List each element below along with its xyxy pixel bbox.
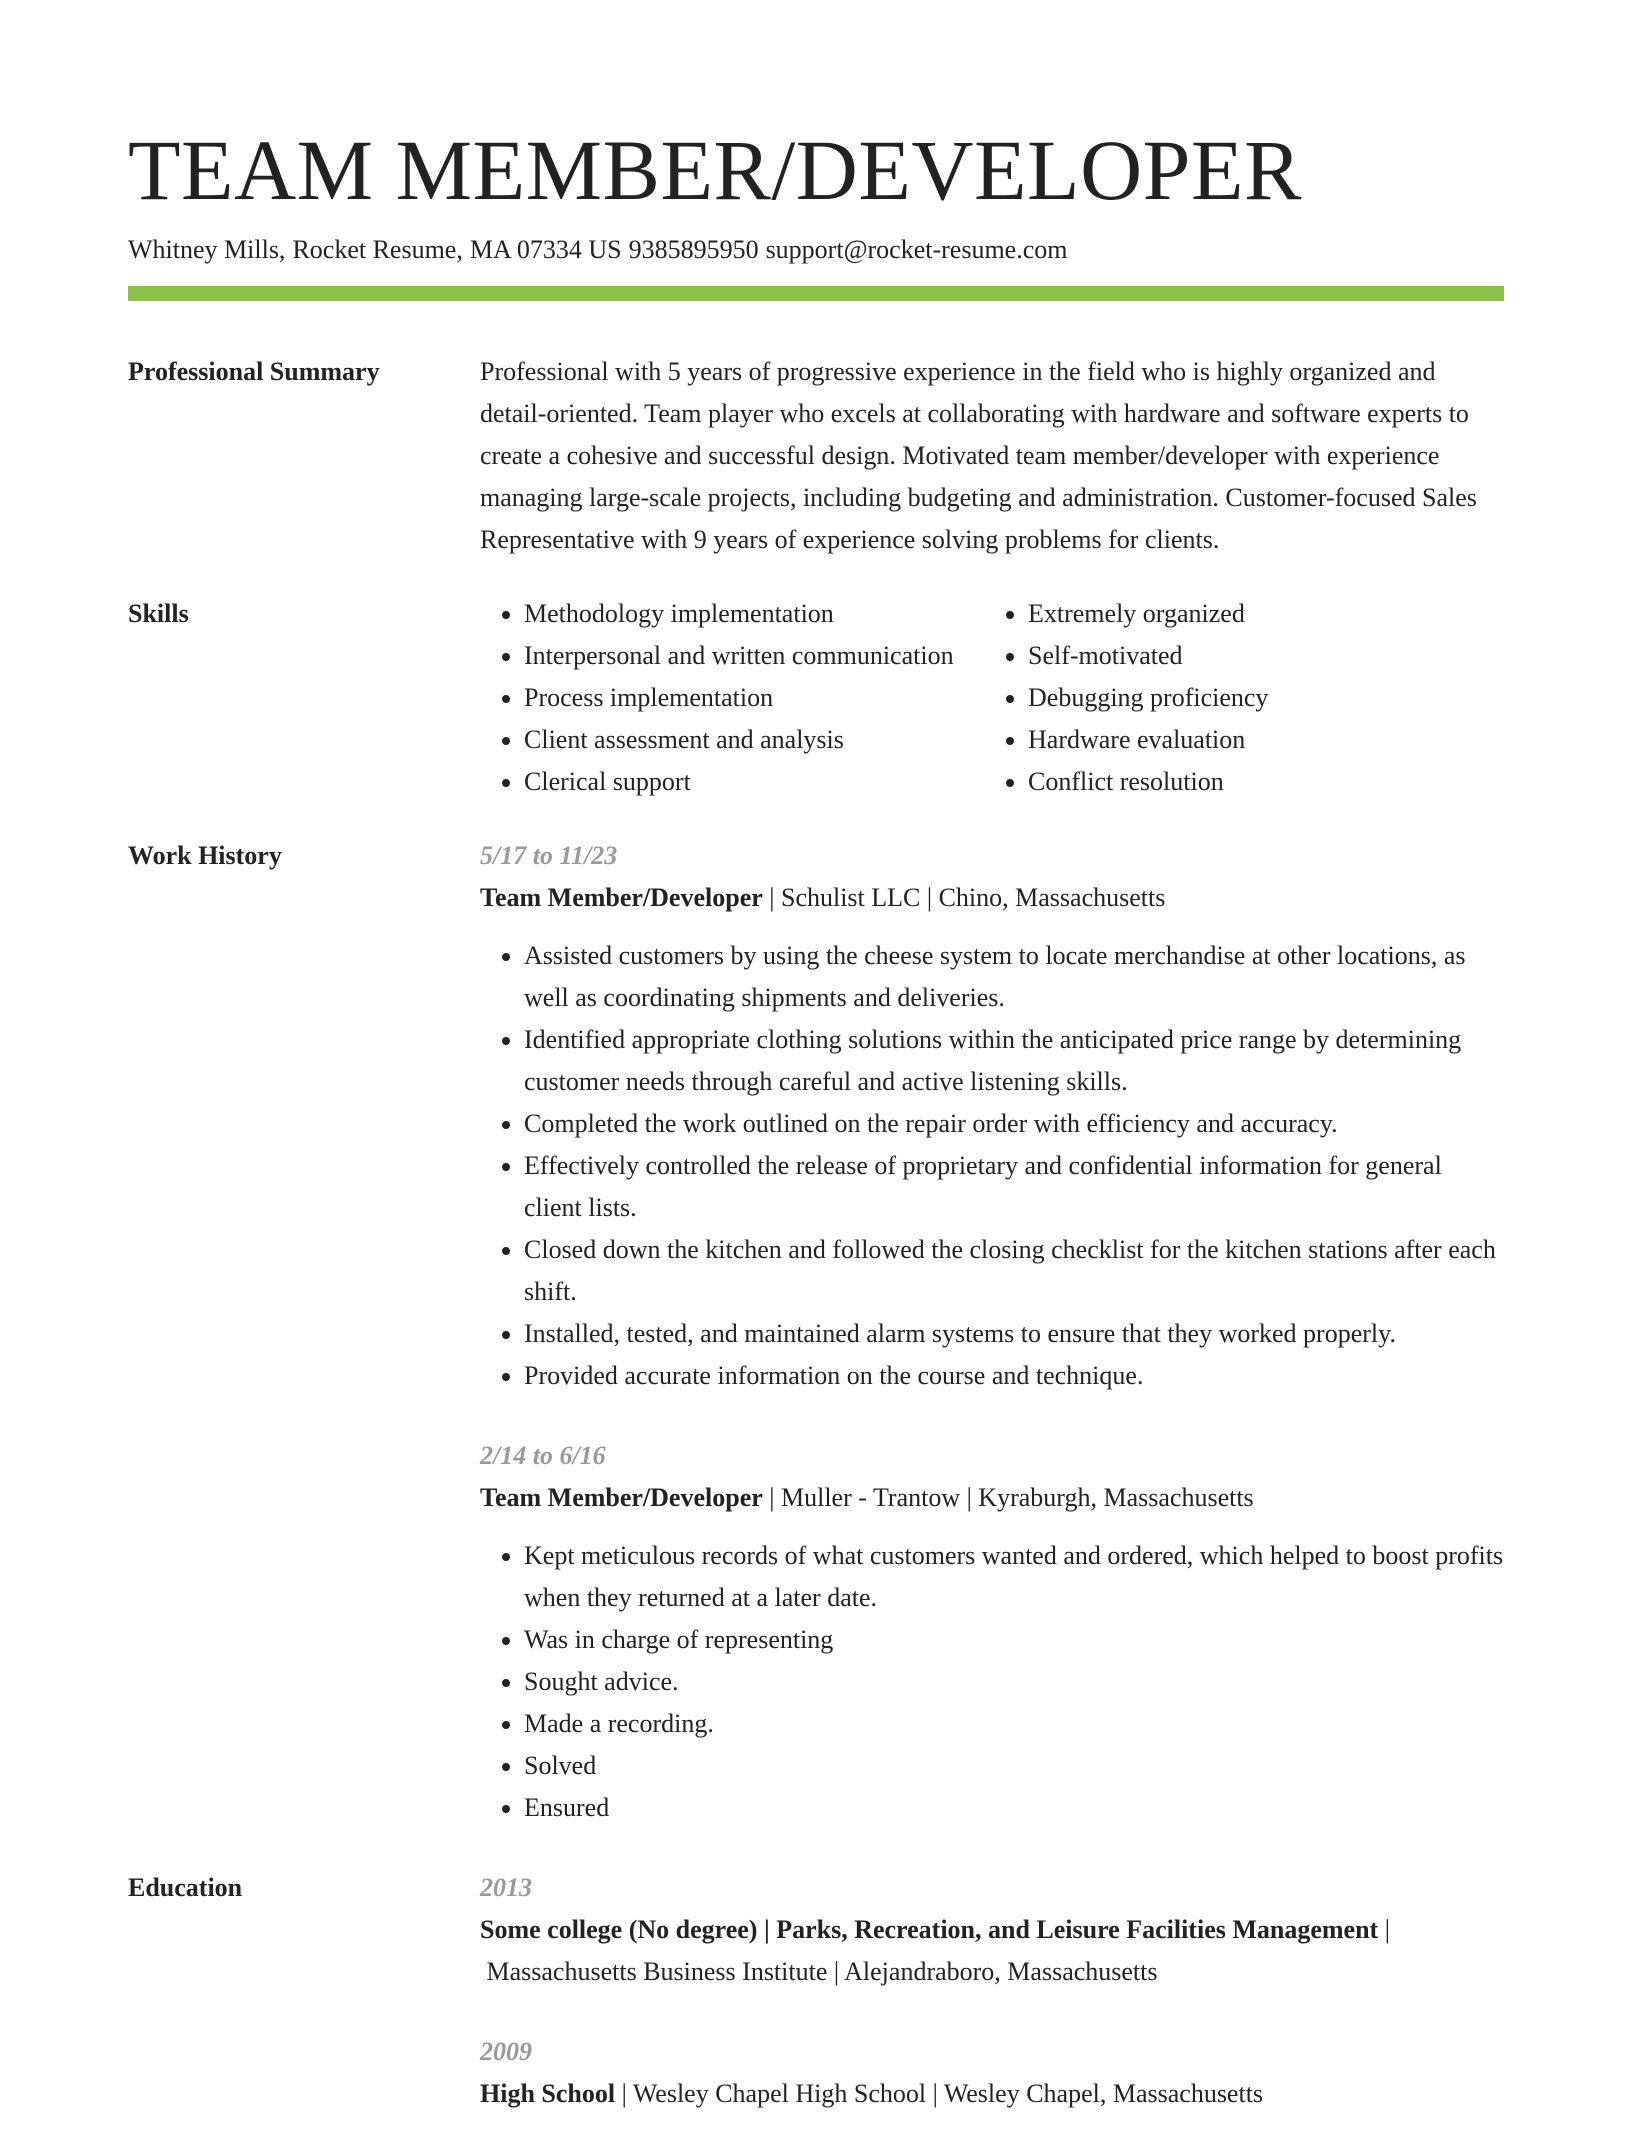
job-bullet: • Identified appropriate clothing solutions within the anticipated price range by determining customer needs through careful and active listening skills. <box>524 1019 1504 1103</box>
education-year: 2013 <box>480 1873 532 1902</box>
skill-item: • Self-motivated <box>1028 635 1504 677</box>
job-title: Team Member/Developer <box>480 883 763 912</box>
job-bullet: • Provided accurate information on the course and technique. <box>524 1355 1504 1397</box>
work-history-label: Work History <box>128 841 282 870</box>
education-section <box>128 1867 1504 2153</box>
education-degree: Some college (No degree) | Parks, Recreation, and Leisure Facilities Management <box>480 1915 1379 1944</box>
skill-item: • Debugging proficiency <box>1028 677 1504 719</box>
skill-item: • Extremely organized <box>1028 593 1504 635</box>
skill-item: • Client assessment and analysis <box>524 719 984 761</box>
resume-title: TEAM MEMBER/DEVELOPER <box>128 122 1302 218</box>
skill-item: • Hardware evaluation <box>1028 719 1504 761</box>
summary-label: Professional Summary <box>128 357 380 386</box>
job-bullet: • Assisted customers by using the cheese system to locate merchandise at other locations, as well as coordinating shipments and deliveries. <box>524 935 1504 1019</box>
job-bullet: • Solved <box>524 1745 1504 1787</box>
job-heading <box>480 877 1504 919</box>
summary-text: Professional with 5 years of progressive experience in the field who is highly organized and detail-oriented. Team player who excels at collaborating with hardware and software experts to create a cohesive and successful design. Motivated team member/developer with experience managing large-scale projects, including budgeting and administration. Customer-focused Sales Representative with 9 years of experience solving problems for clients. <box>480 357 1477 554</box>
resume-page <box>128 120 1504 2153</box>
education-heading <box>480 1909 1504 1993</box>
skill-item: • Clerical support <box>524 761 984 803</box>
skills-list-right <box>984 593 1504 803</box>
education-school: | Wesley Chapel High School | Wesley Chapel, Massachusetts <box>615 2079 1264 2108</box>
skills-list-left <box>480 593 984 803</box>
job-bullet: • Made a recording. <box>524 1703 1504 1745</box>
job-bullet: • Kept meticulous records of what customers wanted and ordered, which helped to boost profits when they returned at a later date. <box>524 1535 1504 1619</box>
job-bullet: • Ensured <box>524 1787 1504 1829</box>
job-bullet: • Installed, tested, and maintained alarm systems to ensure that they worked properly. <box>524 1313 1504 1355</box>
contact-phone: 9385895950 <box>628 235 759 264</box>
education-entry <box>480 2031 1504 2115</box>
contact-region: MA 07334 US <box>469 235 622 264</box>
work-history-section <box>128 835 1504 1867</box>
job-heading <box>480 1477 1504 1519</box>
contact-city: Rocket Resume, <box>292 235 463 264</box>
job-bullet: • Completed the work outlined on the repair order with efficiency and accuracy. <box>524 1103 1504 1145</box>
contact-line <box>128 232 1504 268</box>
skill-item: • Process implementation <box>524 677 984 719</box>
education-label: Education <box>128 1873 243 1902</box>
job-entry <box>480 1435 1504 1829</box>
job-entry <box>480 835 1504 1397</box>
skills-label: Skills <box>128 599 189 628</box>
summary-section <box>128 351 1504 561</box>
skill-item: • Conflict resolution <box>1028 761 1504 803</box>
skills-section <box>128 593 1504 803</box>
job-dates: 5/17 to 11/23 <box>480 841 618 870</box>
education-entry <box>480 1867 1504 1993</box>
job-bullet: • Was in charge of representing <box>524 1619 1504 1661</box>
contact-name: Whitney Mills, <box>128 235 286 264</box>
skill-item: • Methodology implementation <box>524 593 984 635</box>
job-bullets <box>480 1535 1504 1829</box>
job-bullet: • Effectively controlled the release of proprietary and confidential information for general client lists. <box>524 1145 1504 1229</box>
job-employer: | Muller - Trantow | Kyraburgh, Massachusetts <box>762 1483 1254 1512</box>
education-degree: High School <box>480 2079 616 2108</box>
job-bullet: • Closed down the kitchen and followed the closing checklist for the kitchen stations after each shift. <box>524 1229 1504 1313</box>
header-divider <box>128 286 1504 301</box>
education-heading <box>480 2073 1504 2115</box>
education-year: 2009 <box>480 2037 532 2066</box>
contact-email: support@rocket-resume.com <box>765 235 1068 264</box>
skill-item: • Interpersonal and written communication <box>524 635 984 677</box>
job-employer: | Schulist LLC | Chino, Massachusetts <box>762 883 1166 912</box>
job-dates: 2/14 to 6/16 <box>480 1441 606 1470</box>
education-school: | Massachusetts Business Institute | Alejandraboro, Massachusetts <box>480 1915 1390 1986</box>
job-bullet: • Sought advice. <box>524 1661 1504 1703</box>
job-title: Team Member/Developer <box>480 1483 763 1512</box>
job-bullets <box>480 935 1504 1397</box>
